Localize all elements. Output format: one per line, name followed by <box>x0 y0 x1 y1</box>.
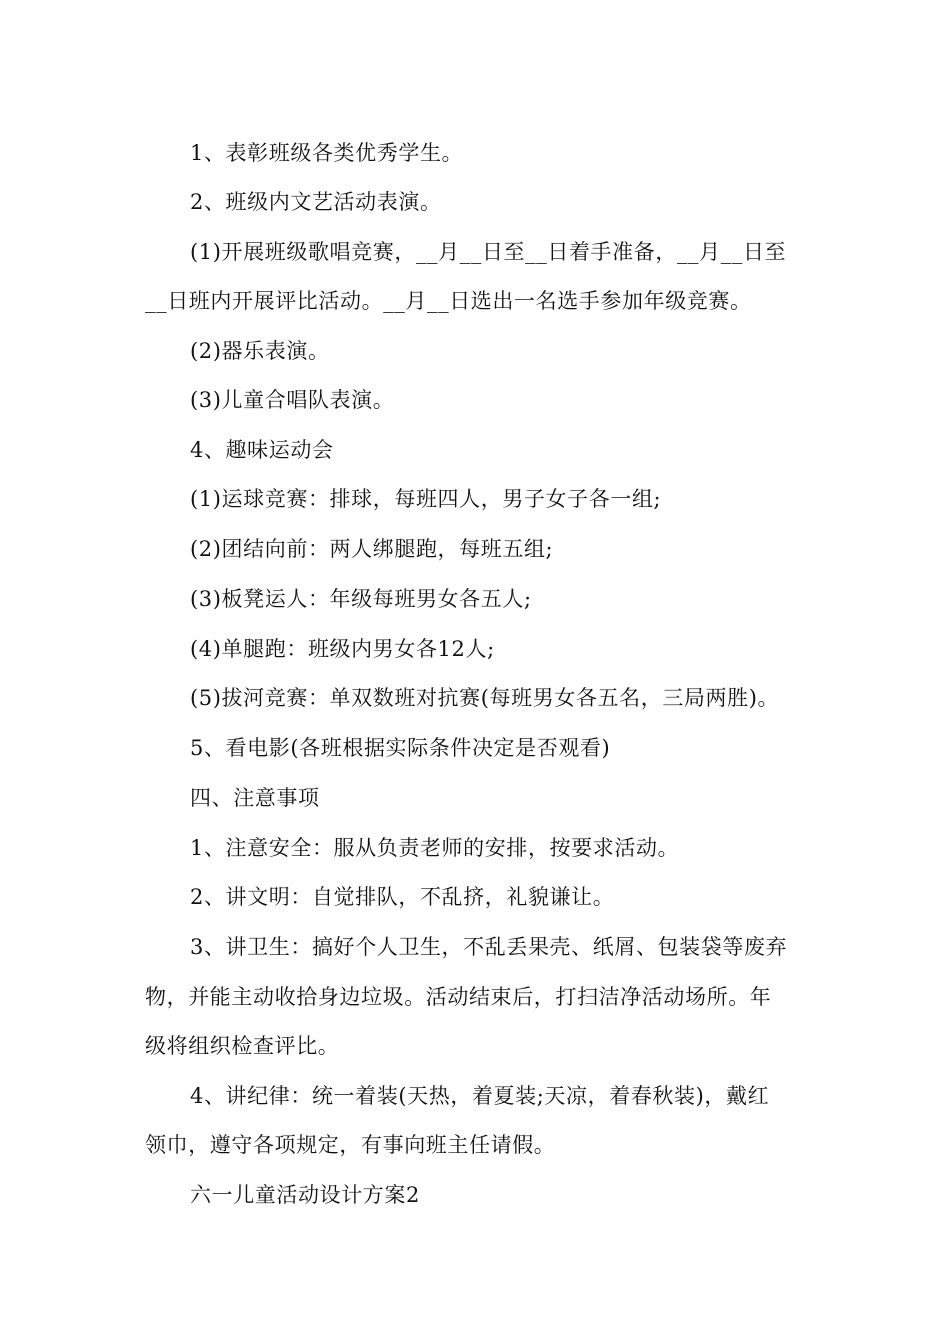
section-title: 六一儿童活动设计方案2 <box>190 1183 420 1207</box>
paragraph-line: 1、注意安全：服从负责老师的安排，按要求活动。 <box>190 836 680 860</box>
section-heading: 四、注意事项 <box>190 786 320 810</box>
paragraph-line: (2)团结向前：两人绑腿跑，每班五组; <box>190 537 554 561</box>
paragraph-line: (4)单腿跑：班级内男女各12人; <box>190 637 495 661</box>
paragraph-line: (3)儿童合唱队表演。 <box>190 388 395 412</box>
paragraph-line: 3、讲卫生：搞好个人卫生，不乱丢果壳、纸屑、包装袋等废弃 <box>190 935 788 959</box>
paragraph-line: 物，并能主动收拾身边垃圾。活动结束后，打扫洁净活动场所。年 <box>145 985 772 1009</box>
paragraph-line: 1、表彰班级各类优秀学生。 <box>190 141 464 165</box>
paragraph-line: __日班内开展评比活动。__月__日选出一名选手参加年级竞赛。 <box>145 289 752 313</box>
paragraph-line: 4、趣味运动会 <box>190 438 334 462</box>
paragraph-line: 5、看电影(各班根据实际条件决定是否观看) <box>190 736 611 760</box>
paragraph-line: (1)运球竞赛：排球，每班四人，男子女子各一组; <box>190 487 662 511</box>
paragraph-line: 级将组织检查评比。 <box>145 1034 340 1058</box>
paragraph-line: (5)拔河竞赛：单双数班对抗赛(每班男女各五名，三局两胜)。 <box>190 686 780 710</box>
paragraph-line: (3)板凳运人：年级每班男女各五人; <box>190 587 532 611</box>
paragraph-line: 2、班级内文艺活动表演。 <box>190 190 442 214</box>
paragraph-line: 领巾，遵守各项规定，有事向班主任请假。 <box>145 1133 556 1157</box>
paragraph-line: 2、讲文明：自觉排队，不乱挤，礼貌谦让。 <box>190 885 615 909</box>
paragraph-line: (2)器乐表演。 <box>190 339 330 363</box>
paragraph-line: (1)开展班级歌唱竞赛，__月__日至__日着手准备，__月__日至 <box>190 240 787 264</box>
paragraph-line: 4、讲纪律：统一着装(天热，着夏装;天凉，着春秋装)，戴红 <box>190 1084 770 1108</box>
